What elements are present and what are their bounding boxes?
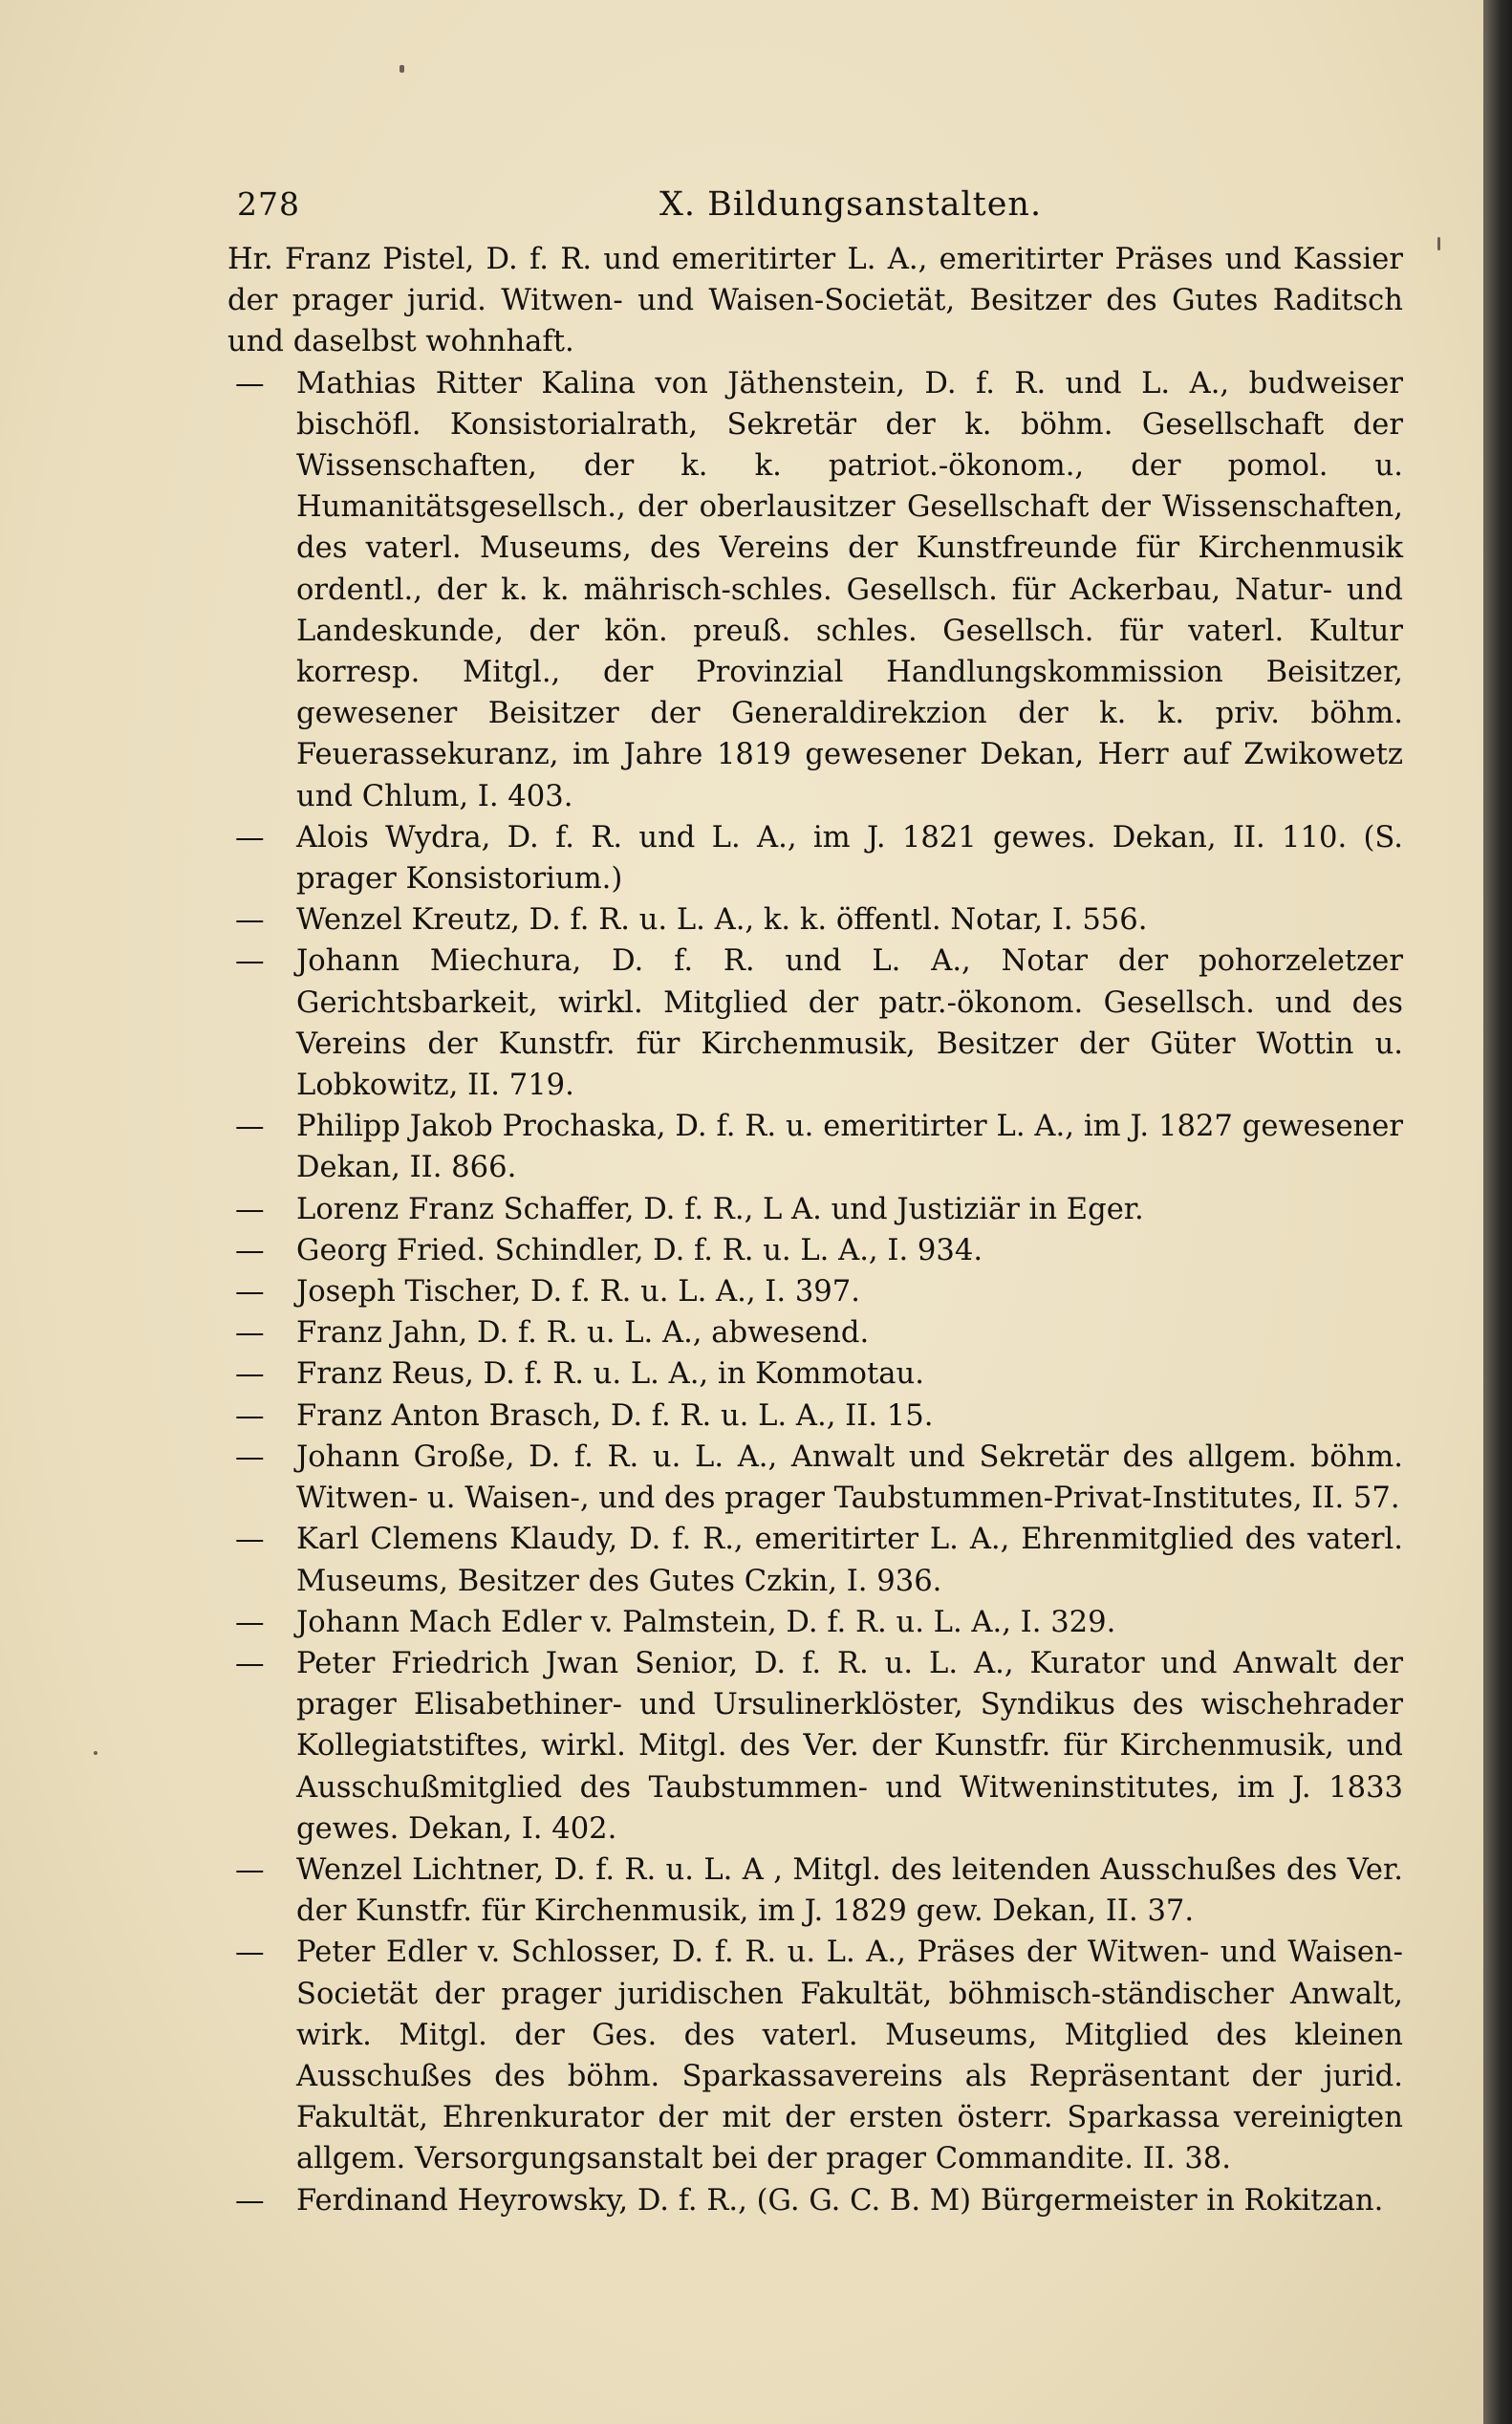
list-item bbox=[227, 1437, 1403, 1519]
list-item bbox=[227, 1519, 1403, 1601]
paper-speck bbox=[400, 65, 404, 73]
entry-dash: — bbox=[235, 1192, 265, 1226]
entry-dash: — bbox=[235, 1398, 265, 1433]
entry-dash: — bbox=[235, 944, 265, 979]
entry-dash: — bbox=[235, 903, 265, 938]
list-item bbox=[227, 1396, 1403, 1437]
entry-text: Georg Fried. Schindler, D. f. R. u. L. A., I. 934. bbox=[296, 1233, 983, 1267]
entry-text: Philipp Jakob Prochaska, D. f. R. u. emeritirter L. A., im J. 1827 gewesener Dekan, II. 866. bbox=[296, 1110, 1403, 1185]
list-item bbox=[227, 1643, 1403, 1850]
running-title: X. Bildungsanstalten. bbox=[659, 185, 1043, 224]
entry-dash: — bbox=[235, 1852, 265, 1887]
entry-dash: — bbox=[235, 1233, 265, 1267]
entry-dash: — bbox=[235, 820, 265, 855]
entry-text: Ferdinand Heyrowsky, D. f. R., (G. G. C. B. M) Bürgermeister in Rokitzan. bbox=[296, 2183, 1384, 2218]
list-item bbox=[227, 1932, 1403, 2179]
list-item bbox=[227, 1106, 1403, 1188]
entry-text: Franz Reus, D. f. R. u. L. A., in Kommotau. bbox=[296, 1357, 924, 1392]
list-item bbox=[227, 1271, 1403, 1312]
entry-text: Hr. Franz Pistel, D. f. R. und emeritirter L. A., emeritirter Präses und Kassier der prager jurid. Witwen- und Waisen-Societät, Besitzer des Gutes Raditsch und daselbst wohnhaft. bbox=[227, 243, 1403, 359]
list-item bbox=[227, 1189, 1403, 1230]
list-item bbox=[227, 1602, 1403, 1643]
entry-list bbox=[227, 239, 1403, 2221]
entry-text: Mathias Ritter Kalina von Jäthenstein, D. f. R. und L. A., budweiser bischöfl. Konsistorialrath, Sekretär der k. böhm. Gesellschaft der Wissenschaften, der k. k. patriot.-ökonom., der pomol. u. Humanitätsgesellsch., der oberlausitzer Gesellschaft der Wissenschaften, des vaterl. Museums, des Vereins der Kunstfreunde für Kirchenmusik ordentl., der k. k. mährisch-schles. Gesellsch. für Ackerbau, Natur- und Landeskunde, der kön. preuß. schles. Gesellsch. für vaterl. Kultur korresp. Mitgl., der Provinzial Handlungskommission Beisitzer, gewesener Beisitzer der Generaldirekzion der k. k. priv. böhm. Feuerassekuranz, im Jahre 1819 gewesener Dekan, Herr auf Zwikowetz und Chlum, I. 403. bbox=[296, 366, 1403, 813]
entry-text: Franz Anton Brasch, D. f. R. u. L. A., II. 15. bbox=[296, 1398, 934, 1433]
entry-text: Johann Mach Edler v. Palmstein, D. f. R. u. L. A., I. 329. bbox=[296, 1605, 1116, 1639]
entry-text: Peter Edler v. Schlosser, D. f. R. u. L. A., Präses der Witwen- und Waisen-Societät der prager juridischen Fakultät, böhmisch-ständischer Anwalt, wirk. Mitgl. der Ges. des vaterl. Museums, Mitglied des kleinen Ausschußes des böhm. Sparkassavereins als Repräsentant der jurid. Fakultät, Ehrenkurator der mit der ersten österr. Sparkassa vereinigten allgem. Versorgungsanstalt bei der prager Commandite. II. 38. bbox=[296, 1936, 1403, 2176]
entry-dash: — bbox=[235, 1110, 265, 1144]
list-item bbox=[227, 363, 1403, 817]
list-item bbox=[227, 1850, 1403, 1932]
entry-text: Joseph Tischer, D. f. R. u. L. A., I. 397. bbox=[296, 1275, 860, 1309]
paper-speck bbox=[94, 1751, 97, 1755]
list-item bbox=[227, 239, 1403, 363]
paper-speck bbox=[1437, 237, 1440, 250]
entry-text: Alois Wydra, D. f. R. und L. A., im J. 1821 gewes. Dekan, II. 110. (S. prager Konsistorium.) bbox=[296, 820, 1403, 897]
entry-dash: — bbox=[235, 2183, 265, 2218]
list-item bbox=[227, 899, 1403, 941]
list-item bbox=[227, 941, 1403, 1106]
entry-dash: — bbox=[235, 1523, 265, 1557]
entry-dash: — bbox=[235, 1316, 265, 1351]
list-item bbox=[227, 817, 1403, 899]
entry-dash: — bbox=[235, 1357, 265, 1392]
book-gutter bbox=[1483, 0, 1512, 2424]
list-item bbox=[227, 2180, 1403, 2221]
entry-dash: — bbox=[235, 1646, 265, 1680]
entry-dash: — bbox=[235, 1275, 265, 1309]
list-item bbox=[227, 1353, 1403, 1395]
list-item bbox=[227, 1230, 1403, 1271]
entry-text: Peter Friedrich Jwan Senior, D. f. R. u. L. A., Kurator und Anwalt der prager Elisabethiner- und Ursulinerklöster, Syndikus des wischehrader Kollegiatstiftes, wirkl. Mitgl. des Ver. der Kunstfr. für Kirchenmusik, und Ausschußmitglied des Taubstummen- und Witweninstitutes, im J. 1833 gewes. Dekan, I. 402. bbox=[296, 1646, 1403, 1846]
page-number: 278 bbox=[237, 185, 300, 223]
page-header bbox=[237, 185, 1403, 233]
entry-text: Johann Miechura, D. f. R. und L. A., Notar der pohorzeletzer Gerichtsbarkeit, wirkl. Mitglied der patr.-ökonom. Gesellsch. und des Vereins der Kunstfr. für Kirchenmusik, Besitzer der Güter Wottin u. Lobkowitz, II. 719. bbox=[296, 944, 1403, 1103]
entry-dash: — bbox=[235, 1605, 265, 1639]
entry-dash: — bbox=[235, 1439, 265, 1474]
entry-dash: — bbox=[235, 1936, 265, 1970]
entry-text: Wenzel Lichtner, D. f. R. u. L. A , Mitgl. des leitenden Ausschußes des Ver. der Kunstfr. für Kirchenmusik, im J. 1829 gew. Dekan, II. 37. bbox=[296, 1852, 1403, 1929]
entry-dash: — bbox=[235, 366, 265, 400]
entry-text: Wenzel Kreutz, D. f. R. u. L. A., k. k. öffentl. Notar, I. 556. bbox=[296, 903, 1148, 938]
entry-text: Franz Jahn, D. f. R. u. L. A., abwesend. bbox=[296, 1316, 870, 1351]
entry-text: Karl Clemens Klaudy, D. f. R., emeritirter L. A., Ehrenmitglied des vaterl. Museums, Besitzer des Gutes Czkin, I. 936. bbox=[296, 1523, 1403, 1598]
list-item bbox=[227, 1312, 1403, 1353]
entry-text: Johann Große, D. f. R. u. L. A., Anwalt und Sekretär des allgem. böhm. Witwen- u. Waisen-, und des prager Taubstummen-Privat-Institutes, II. 57. bbox=[296, 1439, 1403, 1516]
entry-text: Lorenz Franz Schaffer, D. f. R., L A. und Justiziär in Eger. bbox=[296, 1192, 1144, 1226]
